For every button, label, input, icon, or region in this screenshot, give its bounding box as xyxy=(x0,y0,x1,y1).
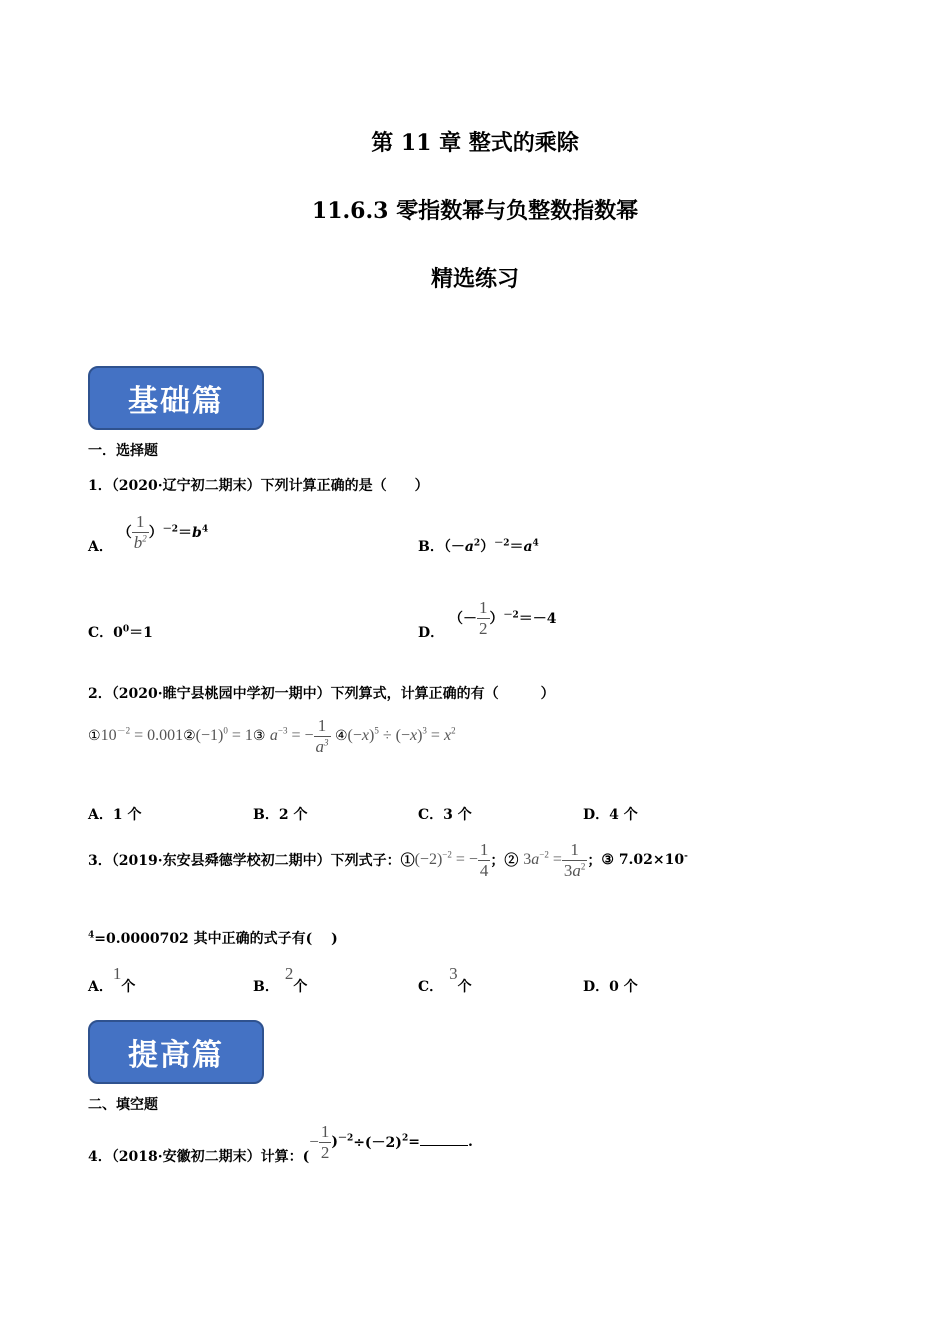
question-4: 4．（2018·安徽初二期末）计算：(− $\frac{1}{2}$ )$^{-2}\div(-2)^2=$ . xyxy=(88,1121,473,1165)
q1-a-label: A． xyxy=(88,539,113,555)
q4-equals: = xyxy=(408,1134,420,1150)
q2-option-a: A．1 个 xyxy=(88,807,142,823)
advanced-banner: 提高篇 xyxy=(88,1020,264,1084)
q3-line2-sup: 4 xyxy=(88,930,95,941)
q3-b-unit: 个 xyxy=(293,979,308,995)
q3-part3: ③ 7.02×10 xyxy=(601,852,685,869)
q3-line2-text: =0.0000702 其中正确的式子有( ) xyxy=(94,931,338,947)
q1-c-exp: 0 xyxy=(122,624,130,635)
q3-c-unit: 个 xyxy=(457,979,472,995)
q3-b-label: B． xyxy=(253,979,279,995)
part-one-title: 一．选择题 xyxy=(88,443,158,459)
q4-rest: ÷(－2) xyxy=(353,1135,402,1151)
q3-fraction-1: $\frac{1}{4}$ xyxy=(479,840,489,880)
q1-b-label: B． xyxy=(418,539,444,555)
q3-a-unit: 个 xyxy=(121,979,136,995)
q3-b-number: 2 xyxy=(284,964,294,983)
question-3-line-1: 3．（2019·东安县舜德学校初二期中）下列式子：$①(-2)^{-2}$ = − $\frac{1}{4}$ ；② $3a^{-2}$ = $\frac{1}{3a^2}$ ；③ 7.02×10- xyxy=(88,840,688,880)
question-3-line-2 xyxy=(88,928,338,948)
q1-option-c xyxy=(88,622,153,642)
basic-banner: 基础篇 xyxy=(88,366,264,430)
q1-d-fraction: $\frac{1}{2}$ xyxy=(479,597,488,638)
q1-option-a: A． （ $\frac{1}{b^2}$ ）$^{-2}=b^4$ xyxy=(88,511,209,555)
q2-option-c: C．3 个 xyxy=(418,807,472,823)
question-1-stem: 1．（2020·辽宁初二期末）下列计算正确的是（ ） xyxy=(88,478,429,494)
q3-option-d: D．0 个 xyxy=(583,979,638,995)
q1-d-label: D． xyxy=(418,625,445,641)
q3-fraction-2: $\frac{1}{3a^2}$ xyxy=(563,840,586,880)
q1-c-rest: ＝1 xyxy=(129,625,153,641)
q2-expressions: $①10^{-2}$ = $0.001②(-1)^0$ = 1③ $a^{-3}$ = − $\frac{1}{a^3}$ $④(-x)^5 \div (-x)^3 = x^2$ xyxy=(88,716,456,756)
q3-part3-sup: - xyxy=(684,851,688,862)
q2-option-b: B．2 个 xyxy=(253,807,308,823)
q3-c-label: C． xyxy=(418,979,444,995)
q3-c-number: 3 xyxy=(449,964,458,983)
q1-c-base: 0 xyxy=(113,625,123,641)
q3-stem: 3．（2019·东安县舜德学校初二期中）下列式子：① xyxy=(88,853,415,870)
q2-fraction: $\frac{1}{a^3}$ xyxy=(315,716,329,756)
q4-stem: 4．（2018·安徽初二期末）计算：( xyxy=(88,1149,310,1165)
q3-a-label: A． xyxy=(88,979,113,995)
q4-rest-sup: 2 xyxy=(401,1133,409,1144)
q1-option-d: D． （－ $\frac{1}{2}$ ）$^{-2}$＝－4 xyxy=(418,597,557,641)
q3-option-a xyxy=(88,964,136,996)
practice-title: 精选练习 xyxy=(430,266,519,292)
chapter-title: 第 11 章 整式的乘除 xyxy=(371,130,579,156)
q4-answer-blank[interactable] xyxy=(420,1133,468,1146)
q1-c-label: C． xyxy=(88,625,114,641)
part-two-title: 二、填空题 xyxy=(88,1097,158,1113)
q3-a-number: 1 xyxy=(112,964,122,983)
section-title: 11.6.3 零指数幂与负整数指数幂 xyxy=(311,198,639,224)
q4-period: . xyxy=(467,1134,473,1150)
q3-option-b xyxy=(253,964,308,996)
q2-option-d: D．4 个 xyxy=(583,807,638,823)
q1-a-fraction: $\frac{1}{b^2}$ xyxy=(133,511,147,552)
q3-option-c xyxy=(418,964,472,996)
q1-option-b: B．$(-a^2)^{-2}=a^4$ xyxy=(418,538,539,555)
question-2-stem: 2．（2020·睢宁县桃园中学初一期中）下列算式，计算正确的有（ ） xyxy=(88,686,555,702)
q4-fraction: $\frac{1}{2}$ xyxy=(320,1121,330,1162)
